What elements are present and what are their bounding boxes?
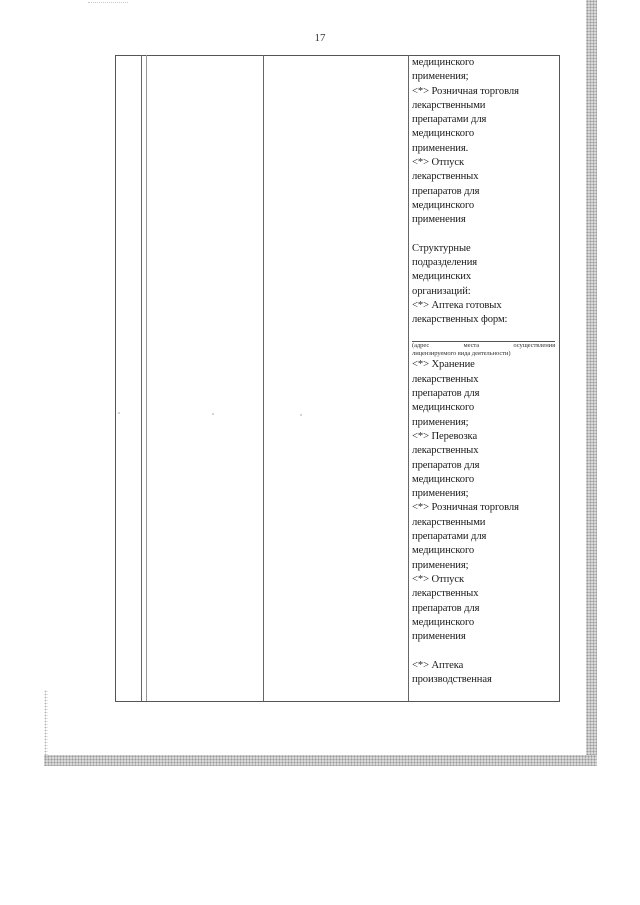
cell-line: лекарственных	[412, 445, 479, 457]
cell-line: препаратов для	[412, 185, 480, 197]
address-caption-word: осуществления	[513, 341, 555, 349]
cell-line: лекарственными	[412, 516, 486, 528]
address-caption	[412, 342, 555, 350]
cell-line: применения.	[412, 142, 469, 154]
cell-line: медицинского	[412, 616, 475, 628]
scan-artifact	[118, 412, 120, 414]
cell-line: <*> Отпуск	[412, 157, 464, 169]
column-divider	[263, 55, 264, 701]
scan-artifact	[88, 2, 128, 7]
cell-line: лекарственных	[412, 588, 479, 600]
cell-line: подразделения	[412, 257, 478, 269]
scan-border	[44, 755, 597, 766]
cell-line: медицинского	[412, 57, 475, 68]
cell-line: медицинского	[412, 199, 475, 211]
license-table	[115, 55, 560, 702]
cell-line: применения;	[412, 559, 469, 571]
cell-line: препаратов для	[412, 388, 480, 400]
page-number: 17	[314, 32, 326, 44]
address-caption-line: лицензируемого вида деятельности)	[412, 350, 511, 358]
cell-line: применения;	[412, 71, 469, 83]
cell-line: применения	[412, 214, 466, 226]
scan-border	[586, 0, 597, 766]
cell-line: медицинского	[412, 402, 475, 414]
cell-line: медицинского	[412, 545, 475, 557]
cell-line	[412, 228, 557, 242]
cell-line: <*> Перевозка	[412, 430, 478, 442]
cell-line: применения;	[412, 488, 469, 500]
cell-line: медицинского	[412, 473, 475, 485]
cell-line: Структурные	[412, 242, 471, 254]
cell-line: <*> Аптека	[412, 659, 464, 671]
address-caption-word: места	[463, 341, 480, 349]
column-divider	[146, 55, 147, 701]
scan-artifact	[300, 414, 302, 416]
cell-line: препаратов для	[412, 602, 480, 614]
activity-list	[412, 358, 557, 687]
cell-line: медицинских	[412, 271, 472, 283]
cell-line: производственная	[412, 673, 492, 685]
cell-line: лекарственных	[412, 373, 479, 385]
cell-line: препаратами для	[412, 114, 487, 126]
cell-line: лекарственных	[412, 171, 479, 183]
activity-list	[412, 56, 557, 328]
cell-line: организаций:	[412, 285, 471, 297]
cell-line: <*> Хранение	[412, 359, 475, 371]
cell-line: <*> Отпуск	[412, 573, 464, 585]
cell-line: лекарственных форм:	[412, 314, 508, 326]
cell-line: препаратами для	[412, 531, 487, 543]
cell-line	[412, 644, 557, 658]
scan-artifact	[212, 413, 214, 415]
cell-line: <*> Розничная торговля	[412, 502, 519, 514]
cell-line: применения;	[412, 416, 469, 428]
cell-line: <*> Розничная торговля	[412, 85, 519, 97]
cell-line: <*> Аптека готовых	[412, 300, 502, 312]
address-caption-word: (адрес	[412, 341, 430, 349]
scan-border	[44, 690, 48, 760]
cell-line: применения	[412, 631, 466, 643]
cell-line: лекарственными	[412, 99, 486, 111]
cell-line: препаратов для	[412, 459, 480, 471]
cell-line: медицинского	[412, 128, 475, 140]
column-divider	[141, 55, 142, 701]
activity-cell	[412, 56, 557, 687]
column-divider	[408, 55, 409, 701]
